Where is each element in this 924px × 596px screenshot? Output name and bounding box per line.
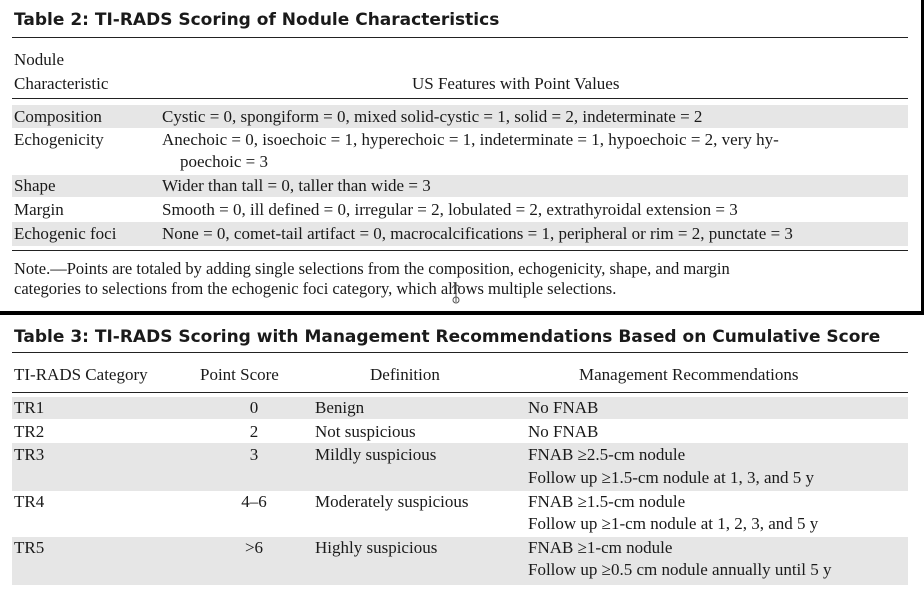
table-3-header-rule <box>12 392 908 393</box>
header-definition: Definition <box>370 365 440 384</box>
table-2-note-line2: categories to selections from the echogenic foci category, which allows multiple selections. <box>14 279 617 298</box>
tr5-definition: Highly suspicious <box>315 538 438 557</box>
tr4-recommendation-2: Follow up ≥1-cm nodule at 1, 2, 3, and 5 y <box>528 514 819 533</box>
row-label-shape: Shape <box>14 176 56 195</box>
table-2-note-line1: Note.—Points are totaled by adding single selections from the composition, echogenicity, shape, and margin <box>14 259 730 278</box>
tr5-category: TR5 <box>14 538 45 557</box>
tr1-definition: Benign <box>315 398 365 417</box>
row-label-composition: Composition <box>14 107 102 126</box>
header-nodule-line2: Characteristic <box>14 74 109 93</box>
band-tr1 <box>12 397 908 419</box>
table-2-top-rule <box>12 37 908 38</box>
header-us-features: US Features with Point Values <box>412 74 620 93</box>
tr4-category: TR4 <box>14 492 45 511</box>
tr3-category: TR3 <box>14 445 45 464</box>
table-2-bottom-rule <box>12 250 908 251</box>
band-shape <box>12 175 908 197</box>
row-label-echogenic-foci: Echogenic foci <box>14 224 117 243</box>
row-features-echogenicity-cont: poechoic = 3 <box>180 152 268 171</box>
row-label-echogenicity: Echogenicity <box>14 130 104 149</box>
table-3-top-rule <box>12 352 908 353</box>
tr5-recommendation-1: FNAB ≥1-cm nodule <box>528 538 673 557</box>
tr1-score: 0 <box>249 398 259 417</box>
tr2-recommendation: No FNAB <box>528 422 599 441</box>
tr1-category: TR1 <box>14 398 45 417</box>
tr5-recommendation-2: Follow up ≥0.5 cm nodule annually until 5 y <box>528 560 832 579</box>
row-features-echogenic-foci: None = 0, comet-tail artifact = 0, macrocalcifications = 1, peripheral or rim = 2, punctate = 3 <box>162 224 793 243</box>
tr3-recommendation-2: Follow up ≥1.5-cm nodule at 1, 3, and 5 y <box>528 468 815 487</box>
header-nodule-line1: Nodule <box>14 50 65 69</box>
header-point-score: Point Score <box>200 365 279 384</box>
tr3-recommendation-1: FNAB ≥2.5-cm nodule <box>528 445 686 464</box>
move-cursor-icon <box>448 280 464 304</box>
header-category: TI-RADS Category <box>14 365 148 384</box>
tr3-definition: Mildly suspicious <box>315 445 437 464</box>
header-management: Management Recommendations <box>579 365 799 384</box>
row-features-composition: Cystic = 0, spongiform = 0, mixed solid-cystic = 1, solid = 2, indeterminate = 2 <box>162 107 703 126</box>
row-features-margin: Smooth = 0, ill defined = 0, irregular = 2, lobulated = 2, extrathyroidal extension = 3 <box>162 200 738 219</box>
tr4-recommendation-1: FNAB ≥1.5-cm nodule <box>528 492 686 511</box>
tr3-score: 3 <box>249 445 259 464</box>
tr5-score: >6 <box>244 538 264 557</box>
table-3 <box>0 315 924 596</box>
tr1-recommendation: No FNAB <box>528 398 599 417</box>
tr2-category: TR2 <box>14 422 45 441</box>
tr2-definition: Not suspicious <box>315 422 416 441</box>
tr4-definition: Moderately suspicious <box>315 492 469 511</box>
tr2-score: 2 <box>249 422 259 441</box>
row-features-echogenicity: Anechoic = 0, isoechoic = 1, hyperechoic = 1, indeterminate = 1, hypoechoic = 2, very hy- <box>162 130 779 149</box>
table-3-title: Table 3: TI-RADS Scoring with Management Recommendations Based on Cumulative Score <box>14 327 881 347</box>
table-2-header-rule <box>12 98 908 99</box>
row-features-shape: Wider than tall = 0, taller than wide = 3 <box>162 176 431 195</box>
tr4-score: 4–6 <box>241 492 267 511</box>
table-2-title: Table 2: TI-RADS Scoring of Nodule Characteristics <box>14 10 500 30</box>
row-label-margin: Margin <box>14 200 64 219</box>
